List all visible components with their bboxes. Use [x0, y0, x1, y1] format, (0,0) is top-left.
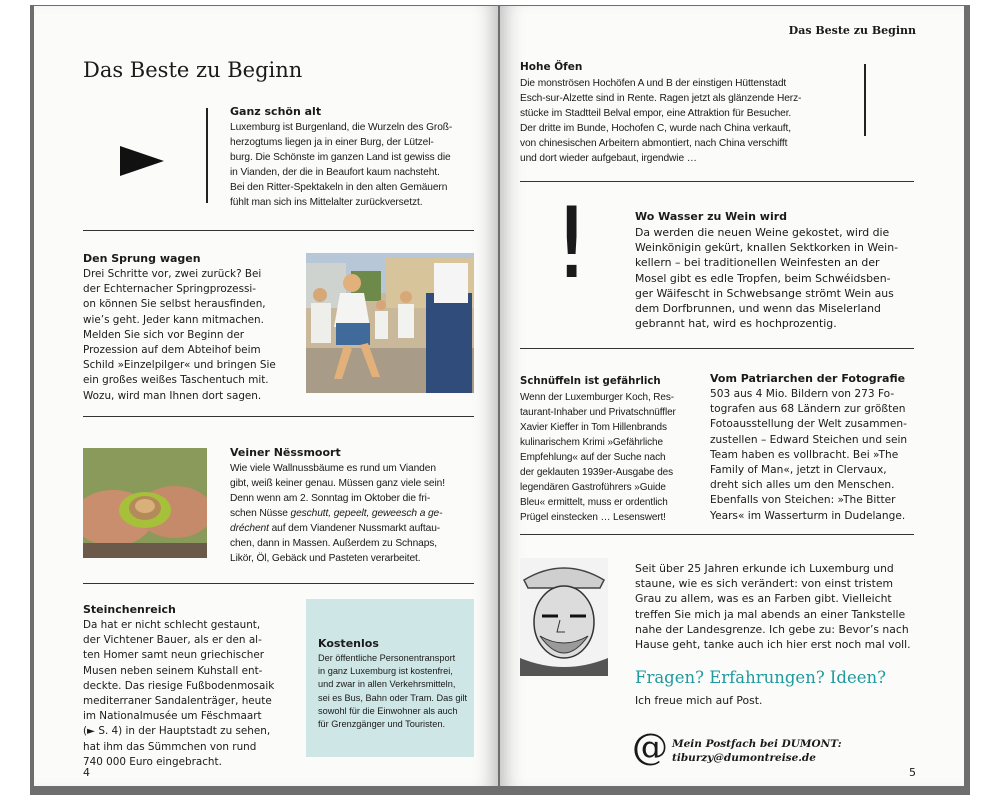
right-triangle-icon	[120, 146, 166, 176]
exclamation-mark: !	[552, 187, 592, 301]
page-number: 4	[83, 766, 90, 779]
feedback-invite: Ich freue mich auf Post.	[635, 694, 763, 707]
feedback-heading: Fragen? Erfahrungen? Ideen?	[635, 668, 886, 687]
at-icon: @	[632, 727, 668, 768]
sprung-text: Drei Schritte vor, zwei zurück? Bei der Echternacher Springprozessi- on können Sie selbst herausfinden, wie’s geht. Jeder kann mitmachen. Melden Sie sich vor Beginn der Prozession auf dem Abteihof beim Schild »Einzelpilger« und bringen Sie ein großes weißes Taschentuch mit. Wozu, wird man Ihnen dort sagen.	[83, 268, 276, 402]
mailbox-label: Mein Postfach bei DUMONT:	[672, 738, 842, 750]
procession-photo	[306, 253, 474, 393]
patriarch-heading: Vom Patriarchen der Fotografie	[710, 372, 906, 385]
sprung-heading: Den Sprung wagen	[83, 252, 201, 265]
section-rule	[520, 534, 914, 535]
section-rule	[520, 348, 914, 349]
section-rule	[83, 416, 474, 417]
kostenlos-heading: Kostenlos	[318, 637, 379, 650]
steinchen-heading: Steinchenreich	[83, 603, 176, 616]
wasser-text: Da werden die neuen Weine gekostet, wird die Weinkönigin gekürt, knallen Sektkorken in Wein- kellern – bei traditionellen Weinfesten an der Mosel gibt es edle Tropfen, beim Schwéidsben- ger Wäifescht in Schwebsange strömt Wein aus dem Dorfbrunnen, und wenn das Miselerland gebrannt hat, wird es hochprozentig.	[635, 226, 899, 331]
page-number: 5	[909, 766, 916, 779]
hohe-text: Die monströsen Hochöfen A und B der einstigen Hüttenstadt Esch-sur-Alzette sind in Rente. Ragen jetzt als glänzende Herz- stücke im Stadtteil Belval empor, eine Attraktion für Besucher. Der dritte im Bunde, Hochofen C, wurde nach China verkauft, von chinesischen Arbeitern abmontiert, nach China verschifft und dort wieder aufgebaut, irgendwie …	[520, 78, 802, 164]
kostenlos-text: Der öffentliche Personentransport in ganz Luxemburg ist kostenfrei, und zwar in allen Verkehrsmitteln, sei es Bus, Bahn oder Tram. Das gilt sowohl für die Einwohner als auch für Grenzgänger und Touristen.	[318, 653, 468, 730]
section-rule	[83, 230, 474, 231]
hohe-heading: Hohe Öfen	[520, 61, 583, 73]
page-title: Das Beste zu Beginn	[83, 58, 303, 82]
section-rule	[83, 583, 474, 584]
section-divider	[206, 108, 208, 203]
walnut-hands-photo	[83, 448, 207, 558]
author-text: Seit über 25 Jahren erkunde ich Luxemburg und staune, wie es sich verändert: von einst tristem Grau zu allem, was es an Farben gibt. Vielleicht treffen Sie mich ja mal abends an einer Tankstelle nahe der Landesgrenze. Ich gebe zu: Bevor’s nach Hause geht, tanke auch ich hier erst noch mal voll.	[635, 562, 911, 652]
left-page	[34, 6, 498, 786]
ganz-text: Luxemburg ist Burgenland, die Wurzeln des Groß- herzogtums liegen ja in einer Burg, der Lützel- burg. Die Schönste im ganzen Land ist gewiss die in Vianden, der die in Beaufort kaum nachsteht. Bei den Ritter-Spektakeln in den alten Gemäuern fühlt man sich ins Mittelalter zurückversetzt.	[230, 122, 453, 208]
email-link[interactable]: tiburzy@dumontreise.de	[672, 752, 816, 764]
section-rule	[520, 181, 914, 182]
steinchen-text: Da hat er nicht schlecht gestaunt, der Vichtener Bauer, als er den al- ten Homer samt neun griechischer Musen neben seinem Kuhstall ent- deckte. Das riesige Fußbodenmosaik mediterraner Sandalenträger, heute im Nationalmusée um Fëschmaart (► S. 4) in der Hauptstadt zu sehen, hat ihm das Sümmchen von rund 740 000 Euro eingebracht.	[83, 619, 275, 768]
author-portrait	[520, 558, 608, 676]
schnueffeln-heading: Schnüffeln ist gefährlich	[520, 376, 661, 387]
nessmoort-heading: Veiner Nëssmoort	[230, 446, 341, 459]
kostenlos-box	[306, 599, 474, 757]
ganz-heading: Ganz schön alt	[230, 105, 322, 118]
wasser-heading: Wo Wasser zu Wein wird	[635, 210, 788, 223]
schnueffeln-text: Wenn der Luxemburger Koch, Res- taurant-Inhaber und Privatschnüffler Xavier Kieffer in Tom Hillenbrands kulinarischem Krimi »Gefährliche Empfehlung« auf der Suche nach der geklauten 1939er-Ausgabe des legendären Gastroführers »Guide Bleu« ermittelt, muss er ordentlich Prügel einstecken … Lesenswert!	[520, 392, 676, 523]
nessmoort-text: Wie viele Wallnussbäume es rund um Vianden gibt, weiß keiner genau. Müssen ganz viele sein! Denn wenn am 2. Sonntag im Oktober die fri- schen Nüsse geschutt, gepeelt, geweesch a ge- dréchent auf dem Viandener Nussmarkt auftau- chen, dann in Massen. Außerdem zu Schnaps, Likör, Öl, Gebäck und Pasteten verarbeitet.	[230, 463, 445, 564]
patriarch-text: 503 aus 4 Mio. Bildern von 273 Fo- tografen aus 68 Ländern zur größten Fotoausstellung der Welt zusammen- zustellen – Edward Steichen und sein Team haben es vollbracht. Bei »The Family of Man«, jetzt in Clervaux, dreht sich alles um den Menschen. Ebenfalls von Steichen: »The Bitter Years« im Wasserturm in Dudelange.	[710, 388, 908, 522]
right-page	[500, 6, 964, 786]
section-divider	[864, 64, 866, 136]
mailbox-info	[672, 737, 842, 765]
running-head: Das Beste zu Beginn	[788, 24, 916, 37]
